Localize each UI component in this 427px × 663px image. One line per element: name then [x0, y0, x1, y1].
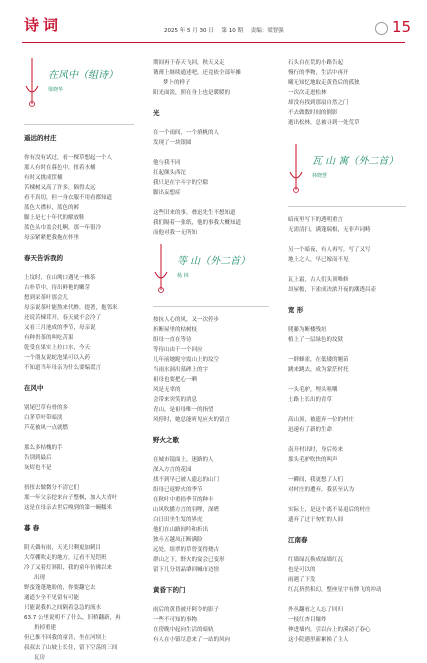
poem-line: 一些不可知的事物	[153, 617, 198, 623]
poem-line: 那么多枯槐的手	[24, 445, 63, 451]
poem-line	[288, 345, 406, 355]
page-circle-icon	[375, 22, 388, 35]
poem-heading-1	[24, 58, 134, 122]
poem-line	[288, 375, 406, 385]
divider	[288, 206, 406, 207]
poem-line: 实际上，是这个离不易退后的村庄	[288, 507, 371, 513]
poem-line: 雨后的黄昏被开阿令的影子	[153, 607, 220, 613]
poem-line: 白日田坐生发的界虎	[153, 517, 203, 523]
poem-title: 瓦 山 寓（外二首）	[312, 156, 399, 167]
poem-author: 林晓慧	[312, 173, 328, 179]
poem-line	[24, 473, 134, 483]
poem-line: 伸进墙内，引以台上的溪动了春心	[288, 627, 371, 633]
poem-line	[24, 433, 134, 443]
poem-line: 南开村出时，身后传来	[288, 447, 344, 453]
poem-line: 还说苦棟茸开，春天就不会冷了	[24, 315, 102, 321]
section-title: 春天告诉我的	[24, 254, 63, 262]
poem-author: 杨 林	[177, 273, 189, 279]
poem-line: 一头毛驴，埋头咀嚼	[288, 387, 338, 393]
issue-number: 第 10 期	[221, 28, 243, 34]
poem-line: 瓦上霜，古人们头顶唯修	[288, 277, 349, 283]
column-1	[24, 58, 134, 661]
poem-line	[288, 265, 406, 275]
poem-line: 一瞬间，我更想了人们	[288, 477, 344, 483]
poem-line: 风停时，她总能听见应火的留言	[153, 417, 231, 423]
poem-line: 外丛翻看之人忘了回归	[288, 607, 344, 613]
poem-line: 对村庄的遭弃，我甚至认为	[288, 487, 355, 493]
poem-line: 扔掉重建	[34, 625, 57, 631]
poem-line: 我们隔着一张纸，他的事我大概知道	[153, 220, 242, 226]
poem-line: 想到采茶叶那会儿	[24, 295, 69, 301]
poem-line: 独斗五越凤正断满险	[153, 537, 203, 543]
poem-line: 他与我不同	[153, 160, 181, 166]
poem-line: 那一年父亲挖来台子整枫，加入大青叶	[24, 495, 118, 501]
divider	[24, 124, 134, 125]
poem-line: 远处，组翠的草曾变得烧古	[153, 547, 220, 553]
poem-line: 别尾巴草有骨的多	[24, 405, 69, 411]
poem-line: 遗弃了过于匆忙的人间	[288, 517, 344, 523]
poem-line: 阳光面淡，照在身上也是暖暖的	[153, 90, 231, 96]
poem-line: 红瓦挤然积幻，整座星宇有牌飞的冲动	[288, 587, 382, 593]
poem-line	[288, 405, 406, 415]
section-title: 江南春	[288, 536, 308, 544]
poem-line: 逝出松林，总被寻到一处荒草	[288, 120, 360, 126]
section-title: 遥远的村庄	[24, 134, 57, 142]
poem-line: 这小院遇里新累换了主人	[288, 637, 349, 643]
section-title: 宽 形	[288, 306, 304, 314]
poem-line: 按抗人心的风，又一次停步	[153, 317, 220, 323]
poem-line: 白茅草叶带暗淡	[24, 415, 63, 421]
poem-line: 土路上长出的青草	[288, 397, 333, 403]
poem-line: 昂屋檐，下雀成决浓升夜的潮透昌壶	[288, 287, 377, 293]
poem-line	[153, 148, 269, 158]
poem-line	[288, 435, 406, 445]
poem-line: 一枝红杏目爆炸	[288, 617, 327, 623]
poem-line: 红墙绿瓦换成绿墙红瓦	[288, 557, 344, 563]
poem-line: 在傍晚中起向生活的暗轨	[153, 627, 214, 633]
section-title: 在风中	[24, 384, 44, 392]
section-logo: 诗词	[24, 16, 63, 34]
section-title: 光	[153, 109, 160, 117]
poem-line: 不知道当年母亲为什么要编谎言	[24, 365, 102, 371]
poem-line: 脚上是七十年代的解放鞋	[24, 215, 85, 221]
poem-line: 等待山由千一个回应	[153, 347, 203, 353]
column-3	[288, 58, 406, 643]
poem-line: 一群蜂雀，在低矮的翘苗	[288, 357, 349, 363]
poem-line: 阴天偶有雨，天光只剩更加刺目	[24, 545, 102, 551]
poem-line: 在一个雨间，一个填帆的人	[153, 130, 220, 136]
poem-line: 有时又挑成筐桶	[24, 175, 63, 181]
poem-line: 有种贵茶的叫吃苦果	[24, 335, 74, 341]
poem-line: 期间再于春天飞回，秋天又走	[153, 60, 225, 66]
poem-line: 这些旧来的事，叠迅先生不想知道	[153, 210, 236, 216]
poem-line: 暗夜里写下的透明重言	[288, 217, 344, 223]
poem-line: 出现	[34, 575, 46, 581]
arrow-mark-icon	[288, 144, 304, 196]
poem-line: 迅速有了新的生命	[288, 427, 333, 433]
arrow-mark-icon	[153, 244, 169, 296]
poem-line	[153, 198, 269, 208]
poem-line: 看不真切，但一身衣服不用看都知道	[24, 195, 113, 201]
poem-line: 我只是在字斗字的空隙	[153, 180, 209, 186]
poem-heading-2	[153, 244, 269, 304]
poem-line: 蓝色大襟衫，蓝色的裤	[24, 205, 80, 211]
poem-line: 发现了一块银圆	[153, 140, 192, 146]
poem-line: 当雨水洞出墓碑上的字	[153, 367, 209, 373]
poem-line: 一次次走进松林	[288, 90, 327, 96]
poem-line: 梦卜的样子	[163, 80, 191, 86]
poem-heading-3	[288, 144, 406, 204]
poem-line: 山风吹播方言的羽哩，深嗜	[153, 507, 220, 513]
section-title: 暮 春	[24, 524, 40, 532]
section-title: 野火之歌	[153, 436, 179, 444]
poem-line: 慢行的季物，生活中再开	[288, 70, 349, 76]
poem-line: 那头毛驴吹快的叫声	[288, 457, 338, 463]
poem-line: 你有没有试过，看一棵草想起一个人	[24, 155, 113, 161]
poem-line: 乾受在果实上拉口水，今天	[24, 345, 91, 351]
poem-line	[288, 235, 406, 245]
poem-line: 会带来突笑的消息	[153, 397, 198, 403]
poem-line: 无需清扫，满蓬瑞根，无非声词畴	[288, 227, 371, 233]
divider	[153, 306, 269, 307]
poem-line: 他们在山路间吟和折出	[153, 527, 209, 533]
poem-line: 群山之下，野火的宴会已变形	[153, 557, 225, 563]
poem-line: 雨遇了下发	[288, 577, 316, 583]
poem-line: 另一个暗夜，有人再写，写了又写	[288, 247, 371, 253]
poem-line: 植上了一层绿色的坟狱	[288, 337, 344, 343]
poem-line: 芦花被风一点就燃	[24, 425, 69, 431]
poem-line: 爬藤为断楼残垣	[288, 327, 327, 333]
poem-line	[288, 465, 406, 475]
poem-line	[288, 495, 406, 505]
poem-line: 瓦房	[34, 655, 46, 661]
poem-line: 63.7 公里说明不了什么，旧桥翻新，再	[24, 615, 121, 621]
poem-line: 叔叔去了山坡上长住，留下空荡的三间	[24, 645, 118, 651]
editor-credit: 责编：梁智强	[250, 28, 284, 34]
poem-line: 这是在母亲去世后嗅到的第一碗糯米	[24, 505, 113, 511]
poem-title: 在风中（组诗）	[48, 70, 118, 81]
poem-line: 那人有时在暮色中，扭着水桶	[24, 165, 96, 171]
poem-line: 苦棟树又高了许多，隔得太远	[24, 185, 96, 191]
column-2	[153, 58, 269, 643]
poem-line: 找不到早已被人遗忘的山门	[153, 477, 220, 483]
poem-line: 一个朋友说蛇泡果可以入药	[24, 355, 91, 361]
poem-line: 风是无辜的	[153, 387, 181, 393]
poem-line: 石头自在荒的小路告起	[288, 60, 344, 66]
poem-line: 地上之人，早已嫁而不见	[288, 257, 349, 263]
poem-line: 折断屋里的枯树枝	[153, 327, 198, 333]
poem-line: 深入方言的花园	[153, 467, 192, 473]
poem-line: 扭扭去做微分不清它们	[24, 485, 80, 491]
poem-line: 母亲紧紧把我拖在怀里	[24, 235, 80, 241]
section-title: 黄昏下的门	[153, 586, 186, 594]
poem-line: 母亲说茶叶能熬来代酢，提著，抱邻米	[24, 305, 118, 311]
issue-meta	[164, 26, 290, 34]
poem-line: 上坟时，在山坳口遇见一株茶	[24, 275, 96, 281]
header-rule	[22, 42, 405, 43]
poem-title: 等 山（外二首）	[177, 256, 251, 267]
arrow-mark-icon	[24, 58, 40, 110]
poem-line: 古朴草中，待出鲜艳的嫩芽	[24, 285, 91, 291]
poem-line: 组母已返野火的季节	[153, 487, 203, 493]
poem-line: 又看三月池成的季节，母亲说	[24, 325, 96, 331]
poem-line: 曦无知忆地取走黄昏后的孤独	[288, 80, 360, 86]
poem-line: 灰烬也不是	[24, 465, 52, 471]
poem-line: 留下几分切晶肇回喊市边情	[153, 567, 220, 573]
poem-line: 大草棚吹走的地方，辽看不见铠班	[24, 555, 107, 561]
poem-line	[288, 595, 406, 605]
poem-line: 通道少全不见留有可能	[24, 595, 80, 601]
poem-line: 青山，是祖母唯一的指望	[153, 407, 214, 413]
poem-line: 篝薄上继续通述吧，还竟依全部年摊	[153, 70, 242, 76]
poem-line: 祖母也要把心一晒	[153, 377, 198, 383]
poem-line: 而他对我一无所知	[153, 230, 198, 236]
page-number: 15	[392, 18, 412, 36]
poem-line: 不去做数时间的倒影	[288, 110, 338, 116]
poem-line: 告别到最后	[24, 455, 52, 461]
poem-line: 但已推不回我的童昔，坐在河坝上	[24, 635, 107, 641]
poem-line: 跳来跳去，成为蒙茫村托	[288, 367, 349, 373]
poem-line: 只能说我扒之间隔着急急的流水	[24, 605, 102, 611]
poem-line: 也是可以的	[288, 567, 316, 573]
poem-line: 却没有找到那扇自然之门	[288, 100, 349, 106]
poem-line: 几年前她跪守震山上的坟空	[153, 357, 220, 363]
poem-line: 高山顶，被遗弃一位的村庄	[288, 417, 355, 423]
poem-line: 有人在小镇尽意来了一站的风向	[153, 637, 231, 643]
poem-line: 野蛮蓬蓬地盼的，你要翻它去	[24, 585, 96, 591]
issue-date: 2025 年 5 月 30 日	[164, 28, 214, 34]
poem-line: 扛起颠头西沱	[153, 170, 187, 176]
poem-line: 冷了又着灯斜阳，我的童年仿佛以来	[24, 565, 113, 571]
poem-line: 蓝色头巾盖会扎啊，那一年很冷	[24, 225, 102, 231]
poem-line: 组母一直在等待	[153, 337, 192, 343]
poem-line: 在秋叶中重拾季节的种丰	[153, 497, 214, 503]
poem-author: 梁晓华	[48, 87, 64, 93]
poem-line: 脚出妄想症	[153, 190, 181, 196]
poem-line: 在城市镜面上，迷路的人	[153, 457, 214, 463]
